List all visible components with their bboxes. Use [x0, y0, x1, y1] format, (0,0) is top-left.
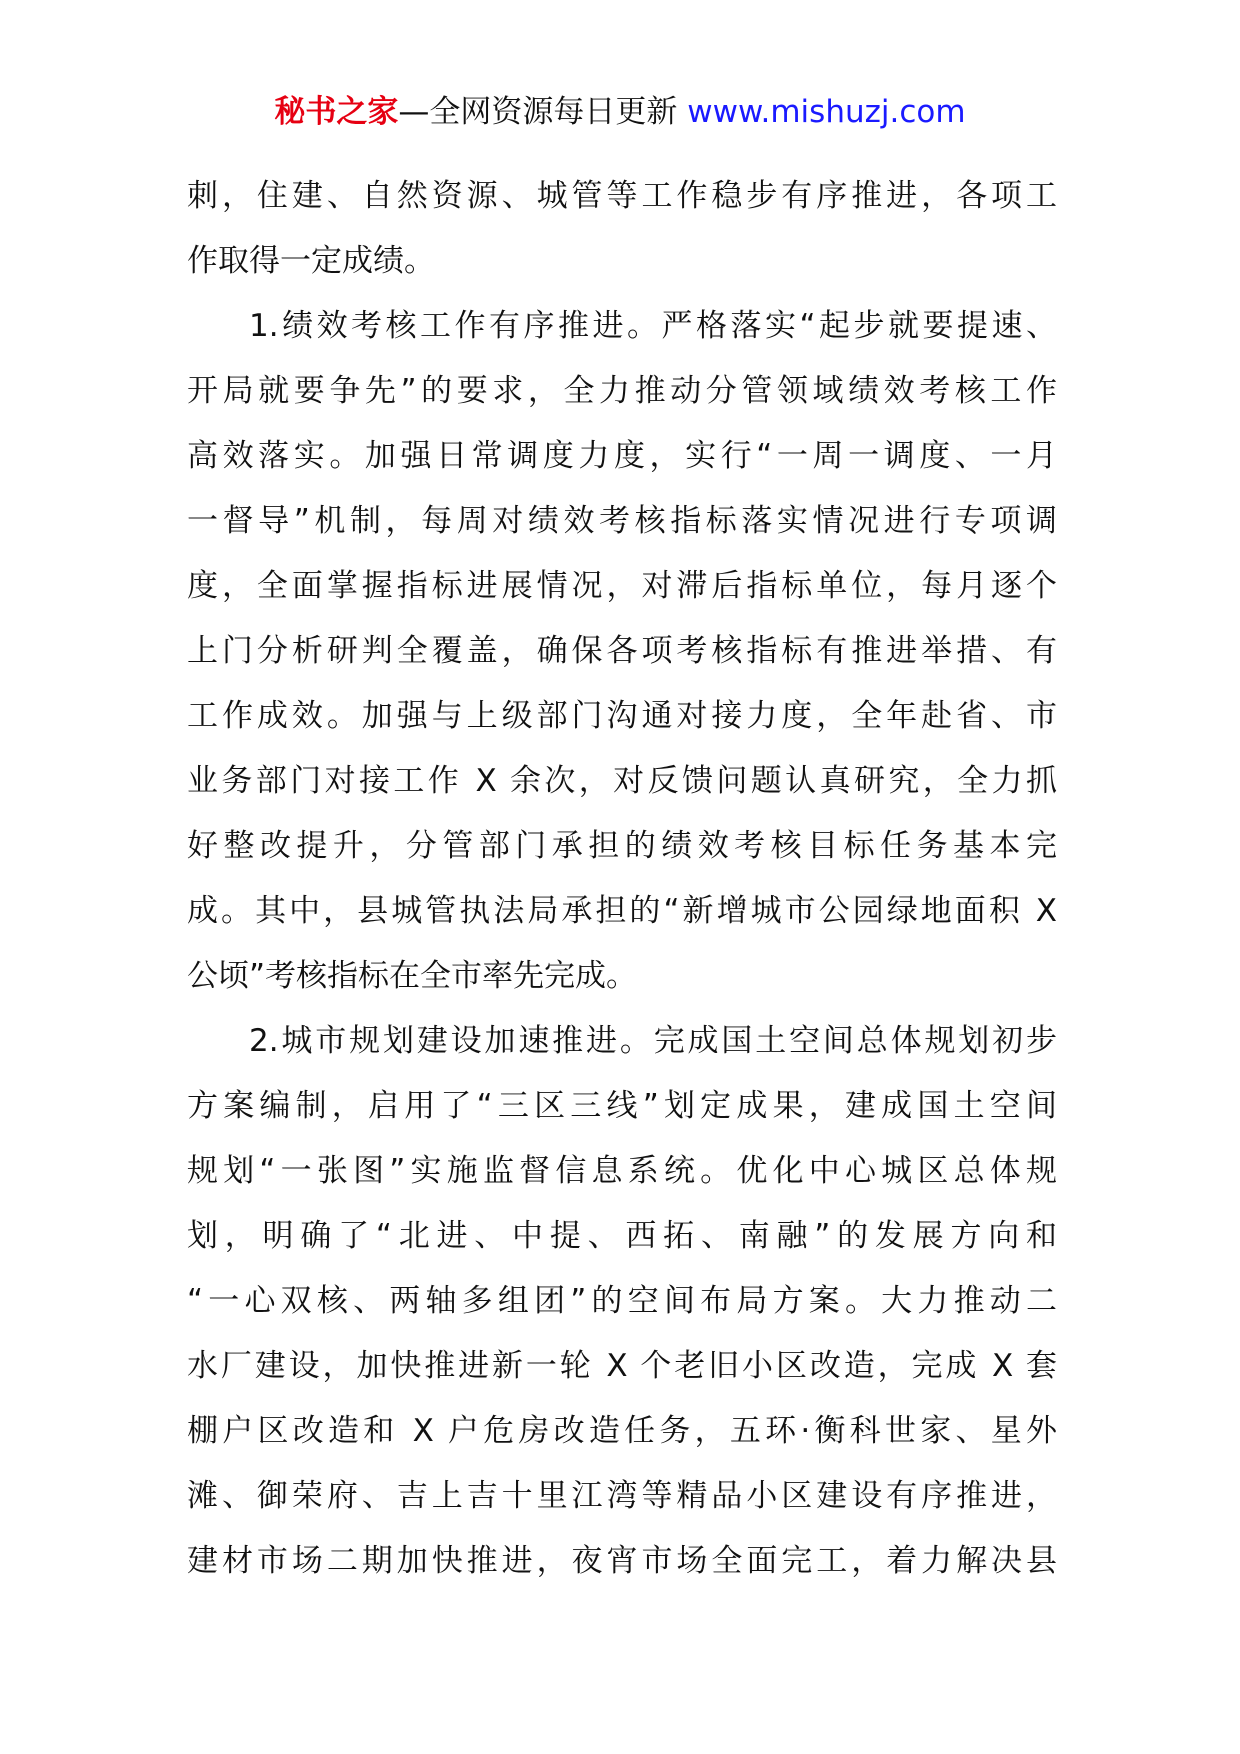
- site-brand: 秘书之家: [274, 94, 399, 130]
- text-line: 方案编制，启用了“三区三线”划定成果，建成国土空间: [187, 1088, 1057, 1124]
- text-line: 刺，住建、自然资源、城管等工作稳步有序推进，各项工: [187, 178, 1057, 214]
- text-line: 规划“一张图”实施监督信息系统。优化中心城区总体规: [187, 1153, 1057, 1189]
- text-line: 度，全面掌握指标进展情况，对滞后指标单位，每月逐个: [187, 568, 1057, 604]
- text-line: 建材市场二期加快推进，夜宵市场全面完工，着力解决县: [187, 1543, 1057, 1579]
- site-tagline: —全网资源每日更新: [398, 94, 688, 130]
- text-line: 公顷”考核指标在全市率先完成。: [187, 958, 638, 994]
- text-line: 划，明确了“北进、中提、西拓、南融”的发展方向和: [187, 1218, 1057, 1254]
- text-line: 作取得一定成绩。: [187, 243, 435, 279]
- text-line: 滩、御荣府、吉上吉十里江湾等精品小区建设有序推进，: [187, 1478, 1057, 1514]
- site-url: www.mishuzj.com: [687, 94, 966, 130]
- text-line: 业务部门对接工作 X 余次，对反馈问题认真研究，全力抓: [187, 763, 1057, 799]
- text-line: 一督导”机制，每周对绩效考核指标落实情况进行专项调: [187, 503, 1057, 539]
- text-line: “一心双核、两轴多组团”的空间布局方案。大力推动二: [187, 1283, 1057, 1319]
- site-header: [0, 92, 1240, 132]
- document-body: [187, 164, 1057, 1594]
- text-line: 高效落实。加强日常调度力度，实行“一周一调度、一月: [187, 438, 1057, 474]
- text-line: 上门分析研判全覆盖，确保各项考核指标有推进举措、有: [187, 633, 1057, 669]
- paragraph-heading-line: 1.绩效考核工作有序推进。严格落实“起步就要提速、: [249, 308, 1057, 344]
- paragraph-heading-line: 2.城市规划建设加速推进。完成国土空间总体规划初步: [249, 1023, 1057, 1059]
- text-line: 成。其中，县城管执法局承担的“新增城市公园绿地面积 X: [187, 893, 1057, 929]
- text-line: 开局就要争先”的要求，全力推动分管领域绩效考核工作: [187, 373, 1057, 409]
- text-line: 工作成效。加强与上级部门沟通对接力度，全年赴省、市: [187, 698, 1057, 734]
- text-line: 水厂建设，加快推进新一轮 X 个老旧小区改造，完成 X 套: [187, 1348, 1057, 1384]
- text-line: 好整改提升，分管部门承担的绩效考核目标任务基本完: [187, 828, 1057, 864]
- text-line: 棚户区改造和 X 户危房改造任务，五环·衡科世家、星外: [187, 1413, 1057, 1449]
